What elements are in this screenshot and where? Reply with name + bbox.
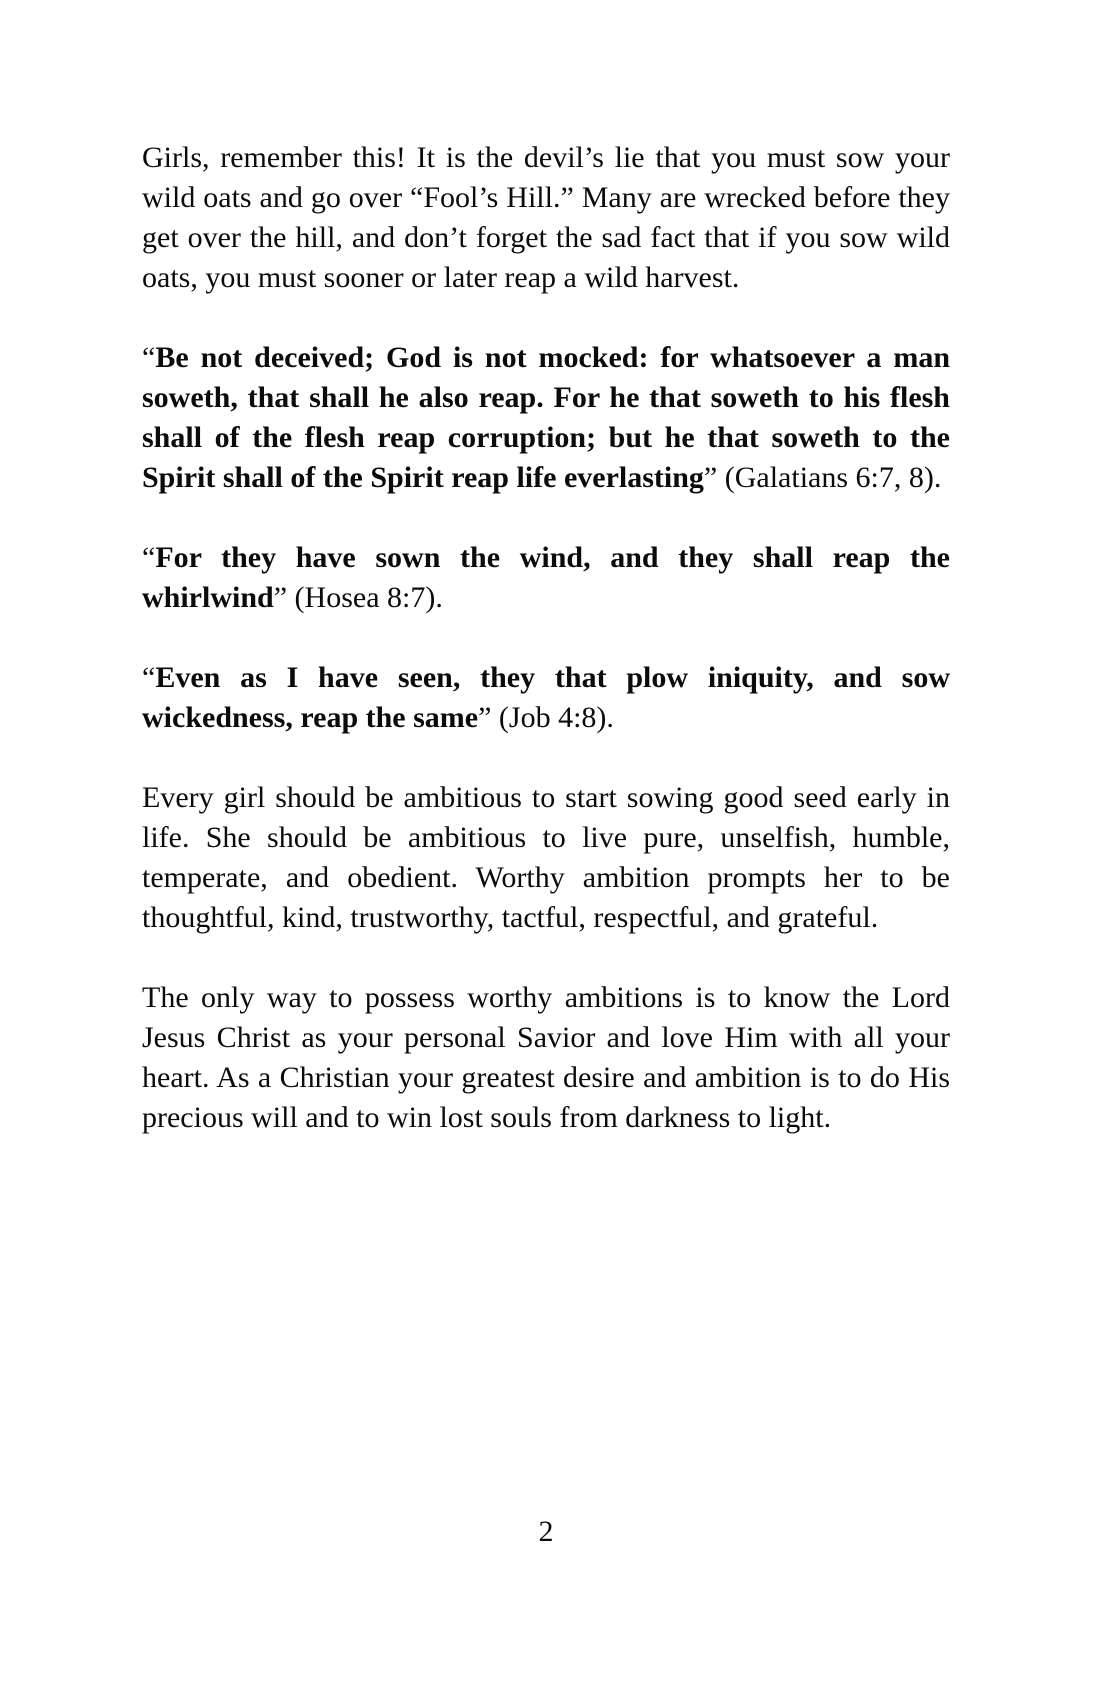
body-paragraph	[142, 778, 950, 938]
scripture-reference: (Hosea 8:7).	[287, 581, 443, 614]
scripture-quote-text: For they have sown the wind, and they shall reap the whirlwind	[142, 541, 950, 614]
scripture-reference: (Job 4:8).	[491, 701, 614, 734]
scripture-paragraph-job	[142, 658, 950, 738]
close-quote: ”	[703, 461, 718, 494]
scripture-quote-text: Even as I have seen, they that plow iniquity, and sow wickedness, reap the same	[142, 661, 950, 734]
scripture-paragraph-hosea	[142, 538, 950, 618]
paragraph-text: The only way to possess worthy ambitions is to know the Lord Jesus Christ as your personal Savior and love Him with all your heart. As a Christian your greatest desire and ambition is to do His precious will and to win lost souls from darkness to light.	[142, 981, 950, 1134]
page-number: 2	[538, 1515, 554, 1548]
open-quote: “	[142, 661, 156, 694]
scripture-reference: (Galatians 6:7, 8).	[717, 461, 942, 494]
close-quote: ”	[478, 701, 492, 734]
scripture-paragraph-galatians	[142, 338, 950, 498]
paragraph-text: Every girl should be ambitious to start sowing good seed early in life. She should be ambitious to live pure, unselfish, humble, temperate, and obedient. Worthy ambition prompts her to be thoughtful, kind, trustworthy, tactful, respectful, and grateful.	[142, 781, 950, 934]
open-quote: “	[142, 341, 156, 374]
scripture-quote-text: Be not deceived; God is not mocked: for whatsoever a man soweth, that shall he also reap. For he that soweth to his flesh shall of the flesh reap corruption; but he that soweth to the Spirit shall of the Spirit reap life everlasting	[142, 341, 950, 494]
open-quote: “	[142, 541, 156, 574]
close-quote: ”	[273, 581, 288, 614]
page-text-block	[142, 138, 950, 1138]
paragraph-text: Girls, remember this! It is the devil’s lie that you must sow your wild oats and go over “Fool’s Hill.” Many are wrecked before they get over the hill, and don’t forget the sad fact that if you sow wild oats, you must sooner or later reap a wild harvest.	[142, 141, 950, 294]
body-paragraph	[142, 138, 950, 298]
body-paragraph	[142, 978, 950, 1138]
